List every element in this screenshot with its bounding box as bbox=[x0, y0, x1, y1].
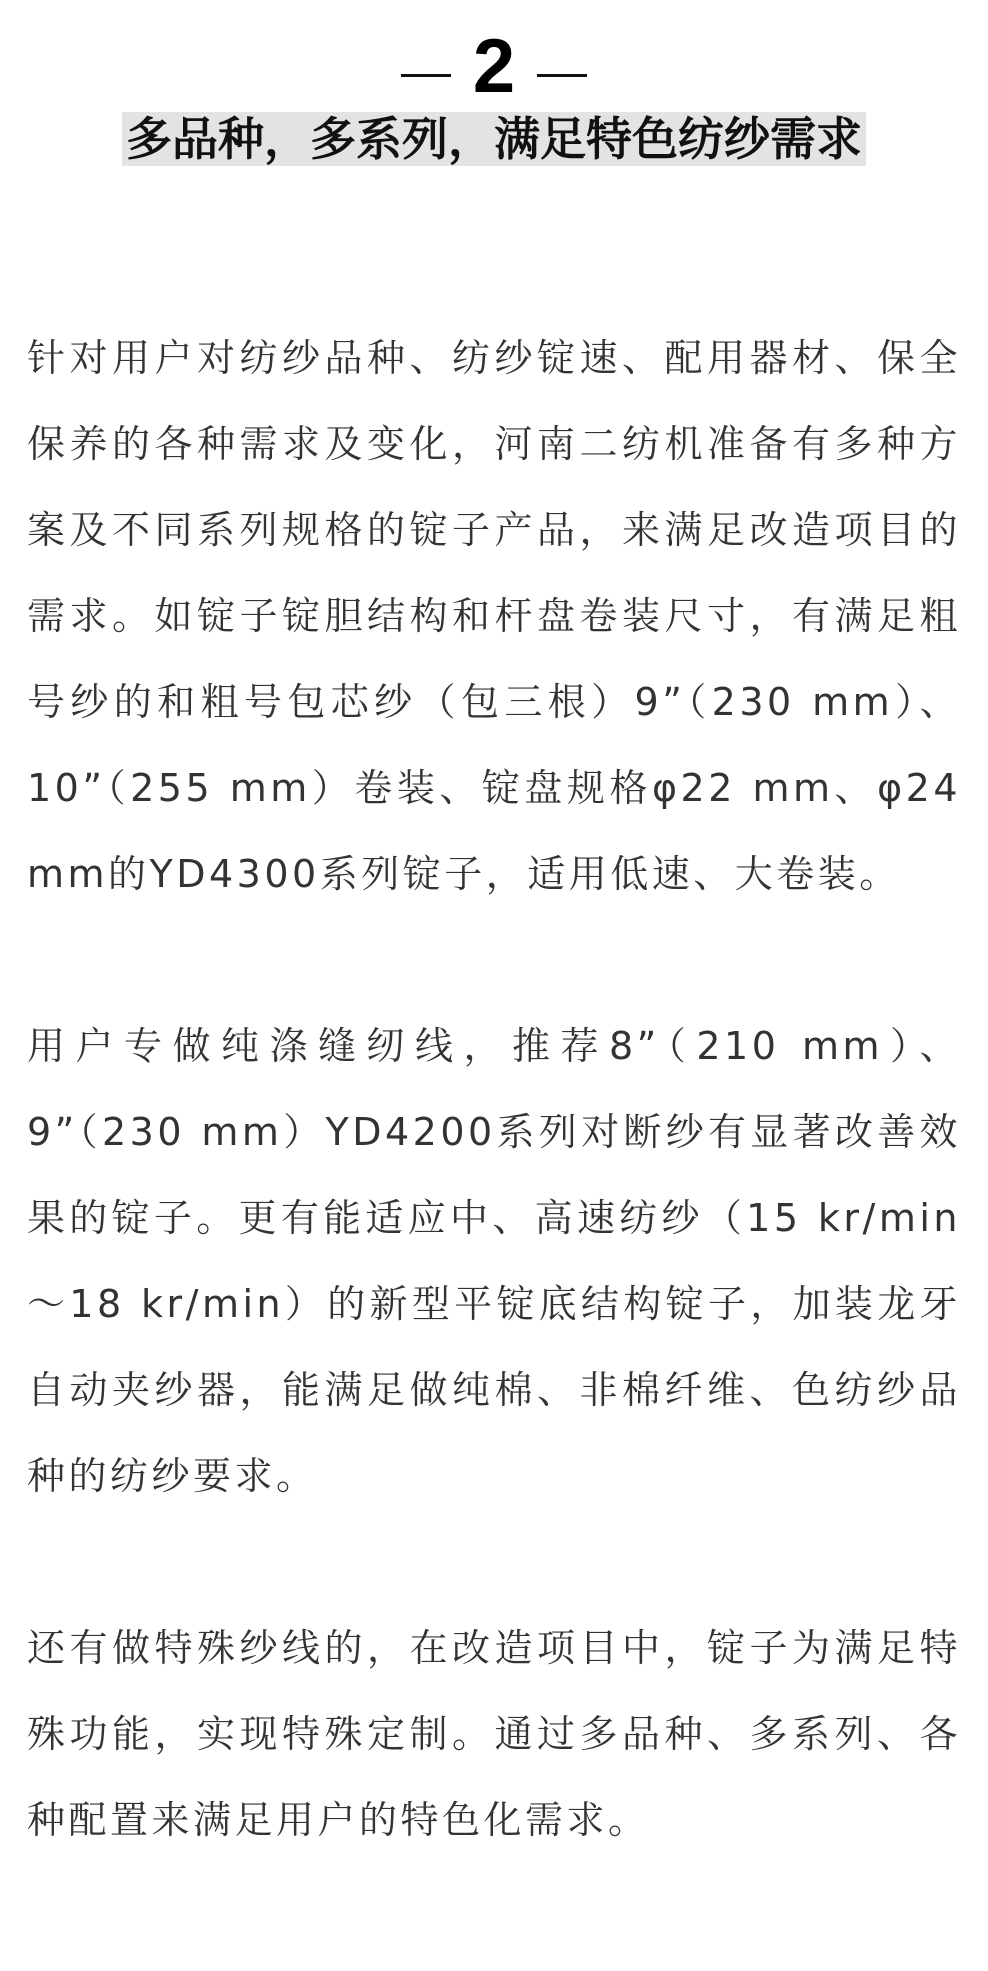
section-number-row bbox=[0, 22, 988, 112]
section-title-wrap bbox=[0, 112, 988, 166]
right-dash-divider bbox=[537, 74, 587, 77]
paragraph-1: 针对用户对纺纱品种、纺纱锭速、配用器材、保全保养的各种需求及变化，河南二纺机准备有多种方案及不同系列规格的锭子产品，来满足改造项目的需求。如锭子锭胆结构和杆盘卷装尺寸，有满足粗号纱的和粗号包芯纱（包三根）9”（230 mm）、10”（255 mm）卷装、锭盘规格φ22 mm、φ24 mm的YD4300系列锭子，适用低速、大卷装。 bbox=[27, 336, 961, 896]
paragraph-3: 还有做特殊纱线的，在改造项目中，锭子为满足特殊功能，实现特殊定制。通过多品种、多系列、各种配置来满足用户的特色化需求。 bbox=[27, 1626, 961, 1842]
paragraph-2: 用户专做纯涤缝纫线，推荐8”（210 mm）、9”（230 mm）YD4200系列对断纱有显著改善效果的锭子。更有能适应中、高速纺纱（15 kr/min～18 kr/min）的新型平锭底结构锭子，加装龙牙自动夹纱器，能满足做纯棉、非棉纤维、色纺纱品种的纺纱要求。 bbox=[27, 1024, 961, 1498]
section-title: 多品种，多系列，满足特色纺纱需求 bbox=[122, 112, 866, 166]
section-header bbox=[0, 0, 988, 180]
article-body bbox=[27, 315, 961, 1863]
section-number: 2 bbox=[472, 24, 516, 109]
left-dash-divider bbox=[401, 74, 451, 77]
